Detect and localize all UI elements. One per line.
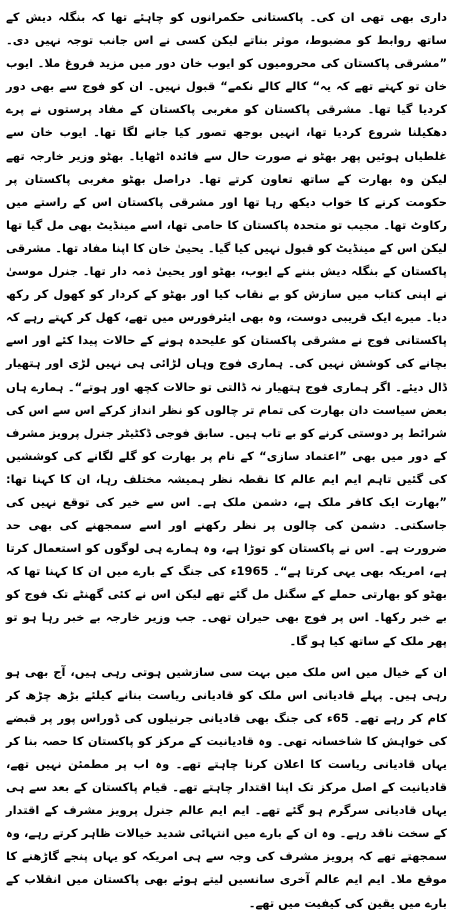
article-paragraph: ان کے خیال میں اس ملک میں بہت سی سازشیں ہوتی رہی ہیں، آج بھی ہو رہی ہیں۔ پہلے قادیانی اس ملک کو قادیانی ریاست بنانے کیلئے بڑھ چڑھ کر کام کر رہے تھے۔ 65ء کی جنگ بھی قادیانی جرنیلوں کی ڈوراس پور پر قبضے کی خواہش کا شاخسانہ تھی۔ وہ قادیانیت کے مرکز کو پاکستان کا حصہ بنا کر یہاں قادیانی ریاست کا اعلان کرنا چاہتے تھے۔ وہ اب پر مطمئن نہیں تھے، قادیانیت کے اصل مرکز تک اپنا اقتدار چاہتے تھے۔ قیام پاکستان کے بعد سے ہی یہاں قادیانی سرگرم ہو گئے تھے۔ ایم ایم عالم جنرل پرویز مشرف کے اقتدار کے سخت ناقد رہے۔ وہ ان کے بارے میں انتہائی شدید خیالات ظاہر کرتے رہے، وہ سمجھتے تھے کہ پرویز مشرف کی وجہ سے ہی امریکہ کو یہاں پنجے گاڑھنے کا موقع ملا۔ ایم ایم عالم آخری سانسیں لیتے ہوئے بھی پاکستان میں انقلاب کے بارے میں یقین کی کیفیت میں تھے۔ bbox=[6, 664, 447, 910]
article-paragraph: داری بھی تھی ان کی۔ پاکستانی حکمرانوں کو چاہئے تھا کہ بنگلہ دیش کے ساتھ روابط کو مضبوط، موثر بناتے لیکن کسی نے اس جانب توجہ نہیں دی۔ ”مشرقی پاکستان کی محرومیوں کو ایوب خان دور میں مزید فروغ ملا۔ ایوب خان تو کہتے تھے کہ یہ“ کالے کالے نکمے“ قبول نہیں۔ ان کو فوج سے بھی دور کردیا گیا تھا۔ مشرقی پاکستان کو مغربی پاکستان کے مفاد پرستوں نے پرے دھکیلنا شروع کردیا تھا، انہیں بوجھ تصور کیا جانے لگا تھا۔ ایوب خان سے غلطیاں ہوئیں پھر بھٹو نے صورت حال سے فائدہ اٹھایا۔ بھٹو وزیر خارجہ تھے لیکن وہ بھارت کے ساتھ تعاون کرتے تھا۔ دراصل بھٹو مغربی پاکستان پر حکومت کرنے کا خواب دیکھ رہا تھا اور مشرقی پاکستان اس کے راستے میں رکاوٹ تھا۔ مجیب تو متحدہ پاکستان کا حامی تھا، اسے مینڈیٹ بھی مل گیا تھا لیکن اس کے مینڈیٹ کو قبول نہیں کیا گیا۔ یحییٰ خان کا اپنا مفاد تھا۔ مشرقی پاکستان کے بنگلہ دیش بننے کے ایوب، بھٹو اور یحییٰ ذمہ دار تھا۔ جنرل موسیٰ نے اپنی کتاب میں سازش کو بے نقاب کیا اور بھٹو کے کردار کو کھول کر رکھ دیا۔ میرے ایک قریبی دوست، وہ بھی ایئرفورس میں تھے، کھل کر کہتے رہے کہ پاکستانی فوج نے مشرقی پاکستان کو علیحدہ ہونے کے حالات پیدا کئے اور اسے بچانے کی کوشش نہیں کی۔ ہماری فوج وہاں لڑائی ہی نہیں لڑی اور ہتھیار ڈال دیئے۔ اگر ہماری فوج ہتھیار نہ ڈالتی تو حالات کچھ اور ہوتے“۔ ہمارے ہاں بعض سیاست دان بھارت کی تمام تر چالوں کو نظر انداز کرکے اس سے اس کی شرائط پر دوستی کرنے کو بے تاب ہیں۔ سابق فوجی ڈکٹیٹر جنرل پرویز مشرف کے دور میں بھی ”اعتماد سازی“ کے نام پر بھارت کو گلے لگانے کی کوششیں کی گئیں تاہم ایم ایم عالم کا نقطہ نظر ہمیشہ مختلف رہا، ان کا کہنا تھا: ”بھارت ایک کافر ملک ہے، دشمن ملک ہے۔ اس سے خیر کی توقع نہیں کی جاسکتی۔ دشمن کی چالوں پر نظر رکھنے اور اسے سمجھنے کی بھی حد ضرورت ہے۔ اس نے پاکستان کو توڑا ہے، وہ ہمارے ہی لوگوں کو استعمال کرتا ہے، امریکہ بھی یہی کرتا ہے“۔ 1965ء کی جنگ کے بارے میں ان کا کہنا تھا کہ بھٹو کو بھارتی حملے کے سگنل مل گئے تھے لیکن اس نے کئی گھنٹے تک فوج کو بے خبر رکھا۔ اس پر فوج بھی حیران تھی۔ جب وزیر خارجہ بے خبر رہا ہو تو پھر ملک کے ساتھ کیا ہو گا۔ bbox=[6, 10, 447, 648]
